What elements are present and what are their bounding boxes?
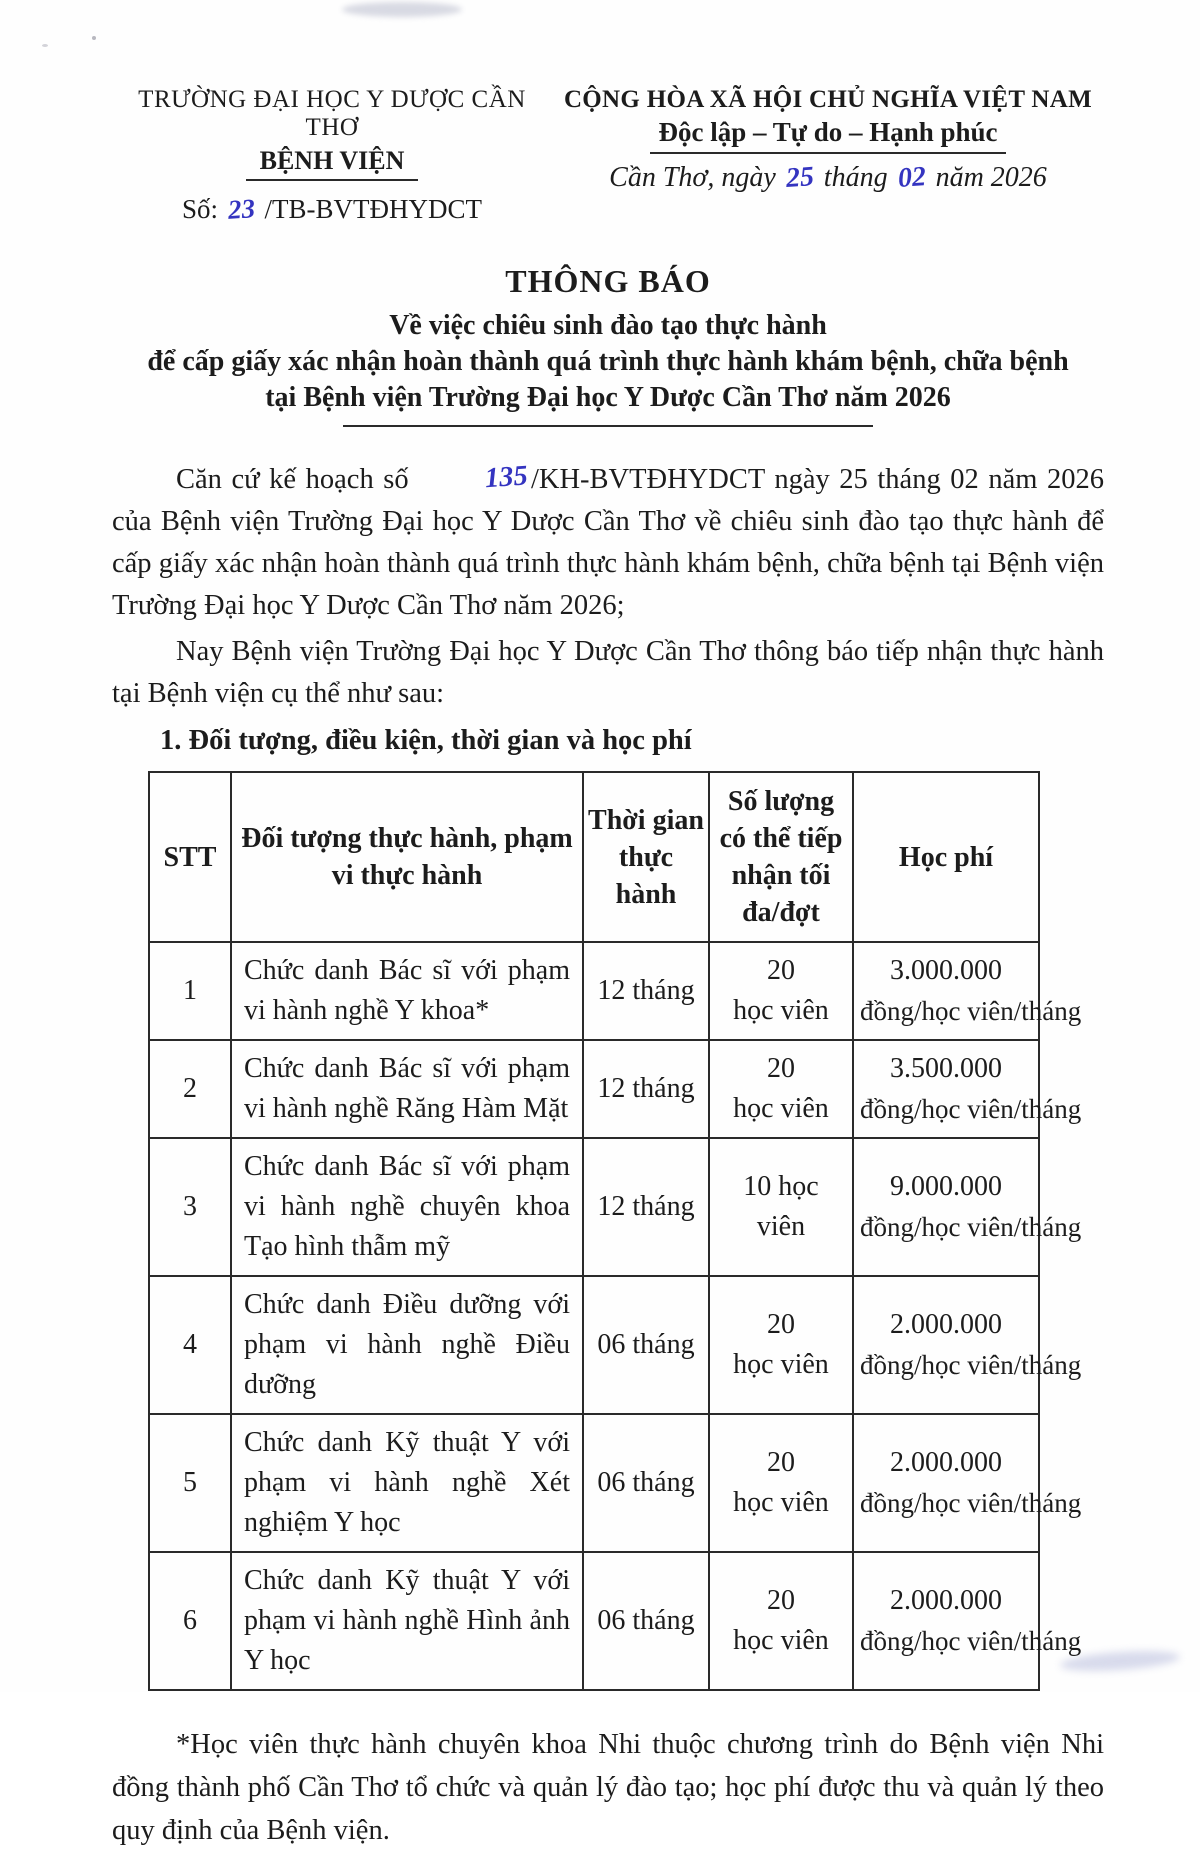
table-row	[149, 1552, 1039, 1690]
scan-artifact-top	[342, 2, 462, 17]
cell-fee	[853, 1552, 1082, 1690]
unit-name: BỆNH VIỆN	[246, 146, 419, 181]
paragraph-basis-post: /KH-BVTĐHYDCT ngày 25 tháng 02 năm 2026 của Bệnh viện Trường Đại học Y Dược Cần Thơ về chiêu sinh đào tạo thực hành để cấp giấy xác nhận hoàn thành quá trình thực hành khám bệnh, chữa bệnh tại Bệnh viện Trường Đại học Y Dược Cần Thơ năm 2026;	[112, 464, 1104, 621]
organization-name: TRƯỜNG ĐẠI HỌC Y DƯỢC CẦN THƠ	[138, 86, 526, 141]
table-row	[149, 942, 1039, 1040]
column-header-fee: Học phí	[853, 772, 1039, 942]
quantity-value: 20	[767, 1309, 795, 1340]
fee-value: 2.000.000	[890, 1309, 1002, 1340]
cell-stt: 4	[149, 1276, 231, 1414]
cell-stt: 6	[149, 1552, 231, 1690]
quantity-unit: học viên	[733, 1487, 829, 1518]
national-motto: Độc lập – Tự do – Hạnh phúc	[650, 117, 1005, 154]
paragraph-basis	[112, 459, 1104, 627]
cell-fee	[853, 1414, 1082, 1552]
fees-table	[148, 771, 1082, 1691]
footnote-text: *Học viên thực hành chuyên khoa Nhi thuộc chương trình do Bệnh viện Nhi đồng thành phố Cần Thơ tổ chức và quản lý đào tạo; học phí được thu và quản lý theo quy định của Bệnh viện.	[112, 1729, 1104, 1846]
table-row	[149, 1276, 1039, 1414]
document-header	[112, 86, 1104, 225]
fee-unit: đồng/học viên/tháng	[860, 1488, 1082, 1518]
document-number	[112, 194, 552, 225]
title-block	[112, 263, 1104, 427]
table-row	[149, 1138, 1039, 1276]
quantity-unit: học viên	[733, 1093, 829, 1124]
cell-quantity	[709, 1138, 853, 1276]
cell-quantity	[709, 1414, 853, 1552]
fee-value: 3.500.000	[890, 1053, 1002, 1084]
quantity-value: 20	[767, 1053, 795, 1084]
document-number-suffix: /TB-BVTĐHYDCT	[264, 194, 483, 224]
quantity-unit: học viên	[733, 995, 829, 1026]
document-title: THÔNG BÁO	[505, 263, 711, 299]
table-row	[149, 1040, 1039, 1138]
cell-quantity	[709, 1552, 853, 1690]
cell-subject: Chức danh Bác sĩ với phạm vi hành nghề Y khoa*	[231, 942, 583, 1040]
fee-unit: đồng/học viên/tháng	[860, 1350, 1082, 1380]
cell-fee	[853, 942, 1082, 1040]
cell-duration: 12 tháng	[583, 1138, 709, 1276]
quantity-unit: học viên	[733, 1625, 829, 1656]
cell-quantity	[709, 1040, 853, 1138]
table-header-row	[149, 772, 1039, 942]
cell-duration: 12 tháng	[583, 942, 709, 1040]
fee-value: 9.000.000	[890, 1171, 1002, 1202]
column-header-stt: STT	[149, 772, 231, 942]
cell-fee	[853, 1138, 1082, 1276]
national-title: CỘNG HÒA XÃ HỘI CHỦ NGHĨA VIỆT NAM	[563, 86, 1093, 113]
date-mid: tháng	[823, 162, 888, 193]
column-header-subject: Đối tượng thực hành, phạm vi thực hành	[231, 772, 583, 942]
cell-stt: 3	[149, 1138, 231, 1276]
plan-number-handwritten: 135	[484, 460, 529, 495]
paragraph-announce: Nay Bệnh viện Trường Đại học Y Dược Cần Thơ thông báo tiếp nhận thực hành tại Bệnh viện cụ thể như sau:	[112, 636, 1104, 709]
column-header-duration: Thời gian thực hành	[583, 772, 709, 942]
fee-unit: đồng/học viên/tháng	[860, 996, 1082, 1026]
header-left-block	[112, 86, 552, 225]
document-number-handwritten: 23	[226, 193, 256, 225]
header-right-block	[552, 86, 1104, 225]
cell-stt: 1	[149, 942, 231, 1040]
cell-stt: 2	[149, 1040, 231, 1138]
table-row	[149, 1414, 1039, 1552]
fee-value: 2.000.000	[890, 1585, 1002, 1616]
document-content	[112, 86, 1104, 1852]
date-suffix: năm 2026	[935, 162, 1047, 193]
fee-unit: đồng/học viên/tháng	[860, 1212, 1082, 1242]
cell-duration: 06 tháng	[583, 1276, 709, 1414]
document-subtitle-2: để cấp giấy xác nhận hoàn thành quá trình thực hành khám bệnh, chữa bệnh	[147, 346, 1069, 377]
cell-quantity	[709, 1276, 853, 1414]
fee-unit: đồng/học viên/tháng	[860, 1626, 1082, 1656]
cell-subject: Chức danh Bác sĩ với phạm vi hành nghề chuyên khoa Tạo hình thẫm mỹ	[231, 1138, 583, 1276]
section-1-heading: 1. Đối tượng, điều kiện, thời gian và học phí	[160, 725, 692, 756]
cell-subject: Chức danh Bác sĩ với phạm vi hành nghề Răng Hàm Mặt	[231, 1040, 583, 1138]
fee-value: 3.000.000	[890, 955, 1002, 986]
date-month-handwritten: 02	[896, 161, 927, 194]
cell-fee	[853, 1040, 1082, 1138]
cell-quantity	[709, 942, 853, 1040]
scan-artifact-dot	[42, 44, 48, 47]
document-number-prefix: Số:	[181, 194, 219, 224]
quantity-unit: viên	[756, 1211, 806, 1242]
title-underline	[343, 425, 873, 427]
cell-duration: 12 tháng	[583, 1040, 709, 1138]
paragraph-basis-pre: Căn cứ kế hoạch số	[176, 464, 409, 495]
date-day-handwritten: 25	[784, 161, 815, 194]
quantity-unit: học viên	[733, 1349, 829, 1380]
cell-subject: Chức danh Điều dưỡng với phạm vi hành nghề Điều dưỡng	[231, 1276, 583, 1414]
quantity-value: 20	[767, 1447, 795, 1478]
document-subtitle-3: tại Bệnh viện Trường Đại học Y Dược Cần Thơ năm 2026	[265, 382, 951, 413]
scan-artifact-dot	[92, 36, 96, 40]
cell-duration: 06 tháng	[583, 1414, 709, 1552]
fee-value: 2.000.000	[890, 1447, 1002, 1478]
cell-subject: Chức danh Kỹ thuật Y với phạm vi hành nghề Xét nghiệm Y học	[231, 1414, 583, 1552]
quantity-value: 20	[767, 955, 795, 986]
fee-unit: đồng/học viên/tháng	[860, 1094, 1082, 1124]
cell-duration: 06 tháng	[583, 1552, 709, 1690]
date-prefix: Cần Thơ, ngày	[609, 162, 776, 193]
quantity-value: 20	[767, 1585, 795, 1616]
date-line	[552, 162, 1104, 194]
column-header-quantity: Số lượng có thể tiếp nhận tối đa/đợt	[709, 772, 853, 942]
cell-stt: 5	[149, 1414, 231, 1552]
cell-subject: Chức danh Kỹ thuật Y với phạm vi hành nghề Hình ảnh Y học	[231, 1552, 583, 1690]
document-subtitle-1: Về việc chiêu sinh đào tạo thực hành	[389, 310, 827, 341]
cell-fee	[853, 1276, 1082, 1414]
quantity-value: 10 học	[743, 1171, 819, 1202]
